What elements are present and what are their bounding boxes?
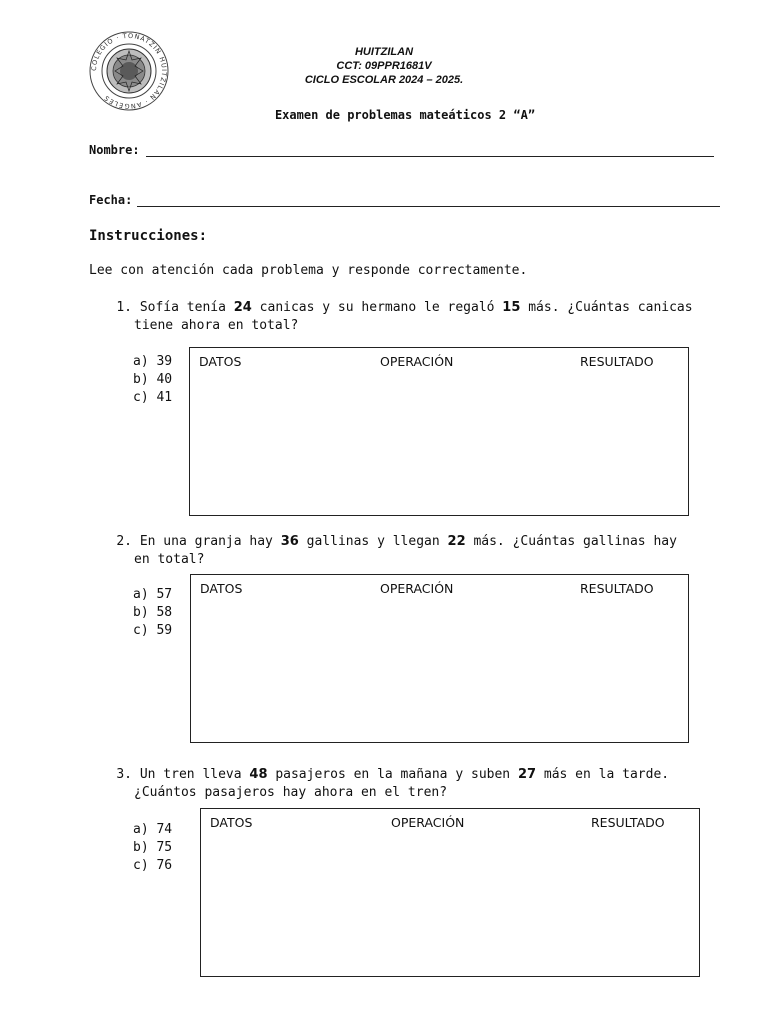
problem-1: [108, 299, 708, 335]
problem-number: 3.: [116, 767, 132, 782]
problem-text: más. ¿Cuántas gallinas hay: [465, 534, 677, 549]
number-bold: 48: [249, 767, 268, 782]
problem-text: canicas y su hermano le regaló: [251, 300, 503, 315]
problem-text: Un tren lleva: [139, 767, 250, 782]
problem-text: más. ¿Cuántas canicas: [520, 300, 693, 315]
option-a[interactable]: a) 39: [133, 354, 173, 369]
exam-title: Examen de problemas mateáticos 2 “A”: [274, 108, 536, 122]
problem-text: gallinas y llegan: [298, 534, 448, 549]
option-c[interactable]: c) 41: [133, 390, 173, 405]
operacion-header: OPERACIÓN: [380, 581, 454, 596]
number-bold: 15: [502, 300, 521, 315]
option-b[interactable]: b) 58: [133, 605, 173, 620]
problem-text: pasajeros en la mañana y suben: [267, 767, 518, 782]
school-name: HUITZILAN: [354, 46, 414, 58]
datos-header: DATOS: [199, 354, 242, 369]
resultado-header: RESULTADO: [580, 581, 654, 596]
seal-text: COLEGIO · TONATZIN HUITZILAN · ANGELES: [89, 31, 169, 111]
problem-text-line2: tiene ahora en total?: [134, 318, 299, 333]
datos-header: DATOS: [210, 815, 253, 830]
options-2: [133, 586, 172, 640]
options-1: [133, 353, 172, 407]
work-box-1[interactable]: [189, 347, 689, 516]
problem-text: más en la tarde.: [536, 767, 670, 782]
problem-text-line2: en total?: [134, 552, 205, 567]
problem-text-line2: ¿Cuántos pasajeros hay ahora en el tren?: [134, 785, 448, 800]
number-bold: 24: [233, 300, 252, 315]
work-box-2[interactable]: [190, 574, 689, 743]
date-field[interactable]: [137, 206, 720, 207]
operacion-header: OPERACIÓN: [380, 354, 454, 369]
problem-number: 2.: [116, 534, 132, 549]
work-box-3[interactable]: [200, 808, 700, 977]
option-a[interactable]: a) 74: [133, 822, 173, 837]
resultado-header: RESULTADO: [580, 354, 654, 369]
option-c[interactable]: c) 59: [133, 623, 173, 638]
option-c[interactable]: c) 76: [133, 858, 173, 873]
problem-text: Sofía tenía: [139, 300, 234, 315]
problem-text: En una granja hay: [139, 534, 281, 549]
number-bold: 27: [517, 767, 537, 782]
school-cycle: CICLO ESCOLAR 2024 – 2025.: [304, 74, 464, 86]
name-field[interactable]: [146, 156, 714, 157]
option-a[interactable]: a) 57: [133, 587, 173, 602]
number-bold: 22: [447, 534, 466, 549]
options-3: [133, 821, 172, 875]
problem-2: [108, 533, 708, 569]
school-cct: CCT: 09PPR1681V: [336, 60, 432, 72]
datos-header: DATOS: [200, 581, 243, 596]
operacion-header: OPERACIÓN: [391, 815, 465, 830]
instructions-text: Lee con atención cada problema y responde correctamente.: [89, 263, 528, 278]
resultado-header: RESULTADO: [591, 815, 665, 830]
name-label: Nombre:: [89, 143, 140, 157]
problem-3: [108, 766, 728, 802]
date-label: Fecha:: [89, 193, 133, 207]
option-b[interactable]: b) 75: [133, 840, 173, 855]
option-b[interactable]: b) 40: [133, 372, 173, 387]
instructions-title: Instrucciones:: [89, 228, 208, 244]
number-bold: 36: [280, 534, 299, 549]
problem-number: 1.: [116, 300, 132, 315]
